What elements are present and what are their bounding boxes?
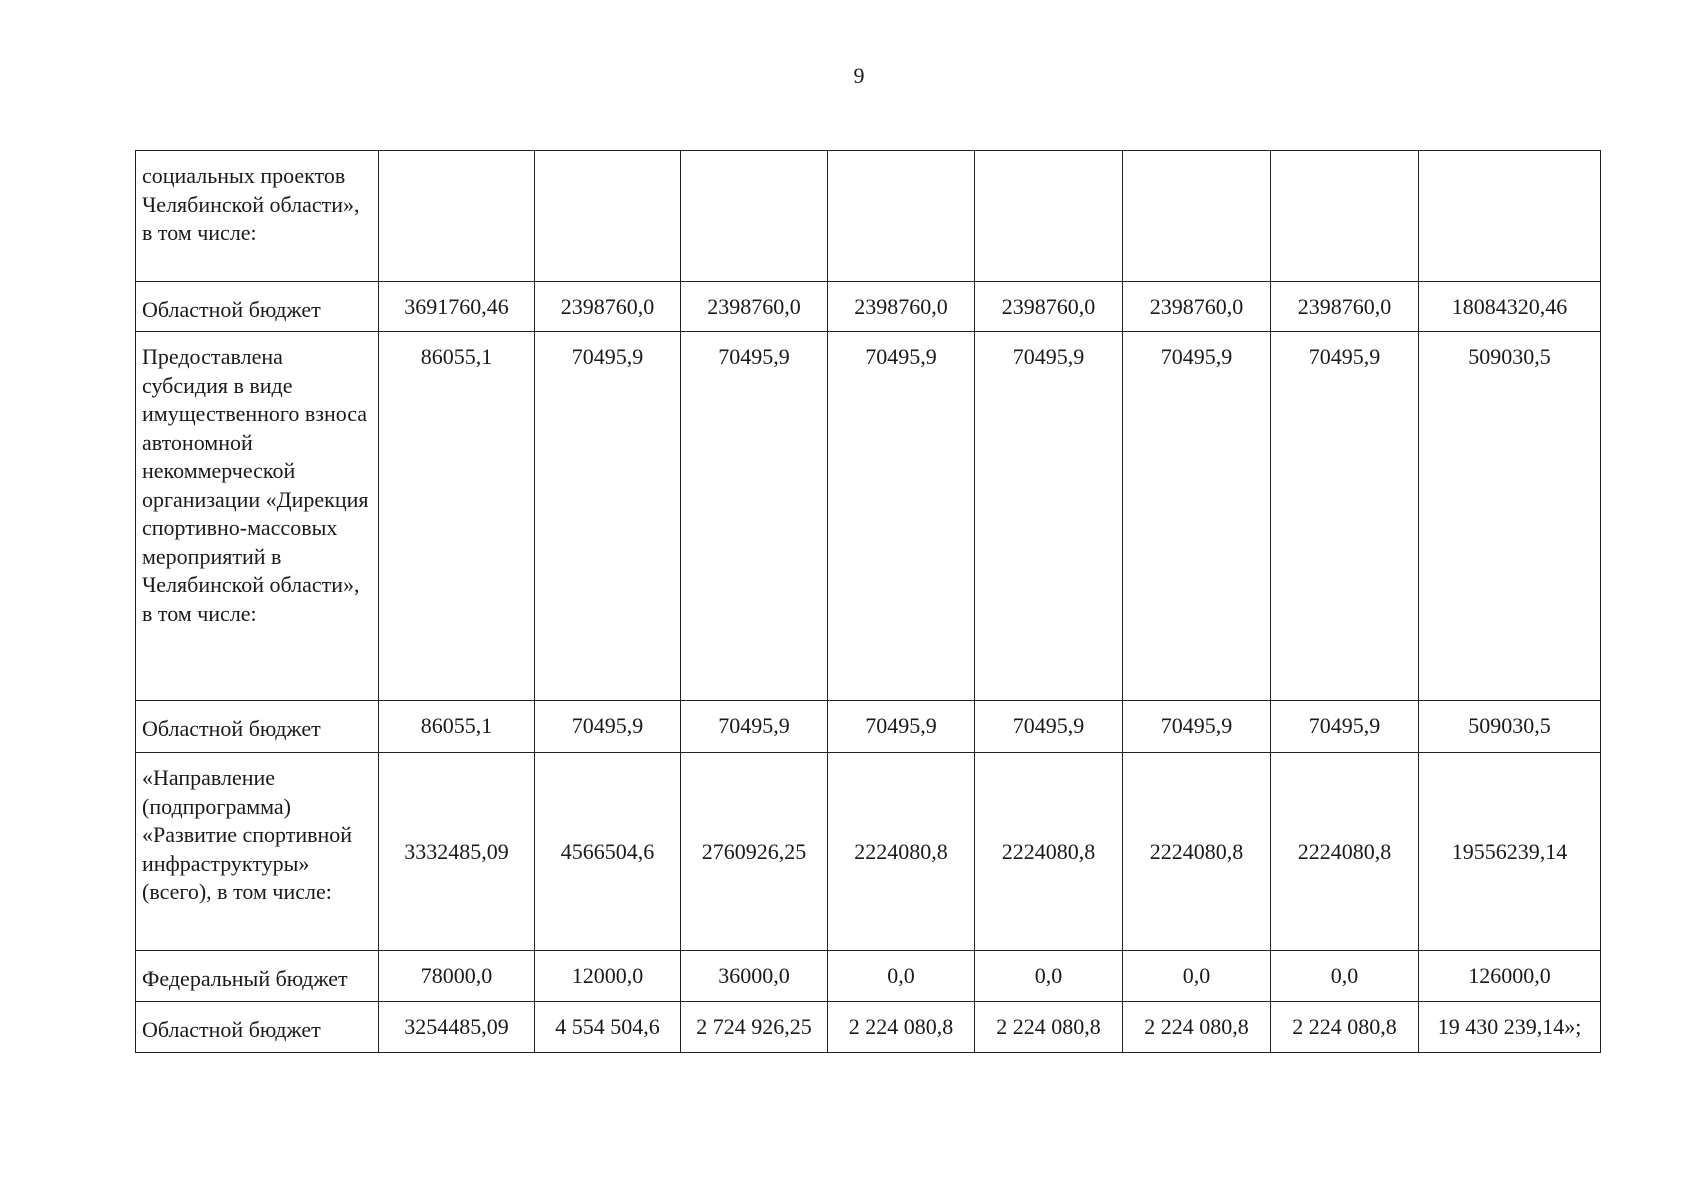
value-cell: 2398760,0 (828, 282, 975, 332)
value-cell: 70495,9 (828, 332, 975, 701)
budget-table (135, 150, 1601, 1053)
table-row (136, 332, 1601, 701)
value-cell: 2398760,0 (1123, 282, 1271, 332)
value-cell: 2760926,25 (681, 753, 828, 951)
value-cell: 86055,1 (379, 332, 535, 701)
value-cell-total: 509030,5 (1419, 701, 1601, 753)
value-cell: 2 224 080,8 (1271, 1002, 1419, 1053)
value-cell-total: 18084320,46 (1419, 282, 1601, 332)
value-cell: 0,0 (1123, 951, 1271, 1002)
value-cell: 36000,0 (681, 951, 828, 1002)
value-cell: 3691760,46 (379, 282, 535, 332)
value-cell: 3254485,09 (379, 1002, 535, 1053)
row-label: Областной бюджет (136, 1002, 379, 1053)
table-row (136, 701, 1601, 753)
value-cell: 0,0 (975, 951, 1123, 1002)
value-cell: 2398760,0 (535, 282, 681, 332)
value-cell: 70495,9 (535, 332, 681, 701)
value-cell: 2224080,8 (1271, 753, 1419, 951)
row-label: Предоставлена субсидия в виде имущественного взноса автономной некоммерческой организации «Дирекция спортивно-массовых мероприятий в Челябинской области», в том числе: (136, 332, 379, 701)
table-row (136, 151, 1601, 282)
value-cell-total: 19 430 239,14»; (1419, 1002, 1601, 1053)
value-cell: 86055,1 (379, 701, 535, 753)
value-cell-total: 126000,0 (1419, 951, 1601, 1002)
value-cell: 2 224 080,8 (975, 1002, 1123, 1053)
value-cell: 2 224 080,8 (828, 1002, 975, 1053)
value-cell: 2398760,0 (681, 282, 828, 332)
row-label: Областной бюджет (136, 701, 379, 753)
value-cell: 70495,9 (1123, 701, 1271, 753)
value-cell: 70495,9 (1271, 701, 1419, 753)
table-row (136, 1002, 1601, 1053)
page-number: 9 (853, 63, 865, 88)
row-label: Областной бюджет (136, 282, 379, 332)
value-cell: 4 554 504,6 (535, 1002, 681, 1053)
value-cell: 70495,9 (681, 332, 828, 701)
value-cell: 4566504,6 (535, 753, 681, 951)
row-label: социальных проектов Челябинской области», в том числе: (136, 151, 379, 282)
value-cell (535, 151, 681, 282)
value-cell-total: 509030,5 (1419, 332, 1601, 701)
table-row (136, 951, 1601, 1002)
value-cell (1271, 151, 1419, 282)
value-cell: 70495,9 (681, 701, 828, 753)
value-cell: 3332485,09 (379, 753, 535, 951)
table-row (136, 282, 1601, 332)
value-cell: 12000,0 (535, 951, 681, 1002)
value-cell (828, 151, 975, 282)
value-cell: 0,0 (1271, 951, 1419, 1002)
value-cell: 2 724 926,25 (681, 1002, 828, 1053)
value-cell: 70495,9 (1123, 332, 1271, 701)
value-cell: 70495,9 (535, 701, 681, 753)
value-cell: 2224080,8 (1123, 753, 1271, 951)
value-cell: 2224080,8 (828, 753, 975, 951)
table-row (136, 753, 1601, 951)
value-cell: 2398760,0 (975, 282, 1123, 332)
value-cell: 2 224 080,8 (1123, 1002, 1271, 1053)
value-cell: 2224080,8 (975, 753, 1123, 951)
value-cell-total (1419, 151, 1601, 282)
value-cell: 70495,9 (1271, 332, 1419, 701)
value-cell: 78000,0 (379, 951, 535, 1002)
value-cell (975, 151, 1123, 282)
value-cell (1123, 151, 1271, 282)
value-cell: 2398760,0 (1271, 282, 1419, 332)
value-cell: 70495,9 (975, 332, 1123, 701)
value-cell: 70495,9 (975, 701, 1123, 753)
value-cell (379, 151, 535, 282)
row-label: «Направление (подпрограмма) «Развитие спортивной инфраструктуры» (всего), в том числе: (136, 753, 379, 951)
value-cell (681, 151, 828, 282)
value-cell: 70495,9 (828, 701, 975, 753)
value-cell-total: 19556239,14 (1419, 753, 1601, 951)
row-label: Федеральный бюджет (136, 951, 379, 1002)
value-cell: 0,0 (828, 951, 975, 1002)
